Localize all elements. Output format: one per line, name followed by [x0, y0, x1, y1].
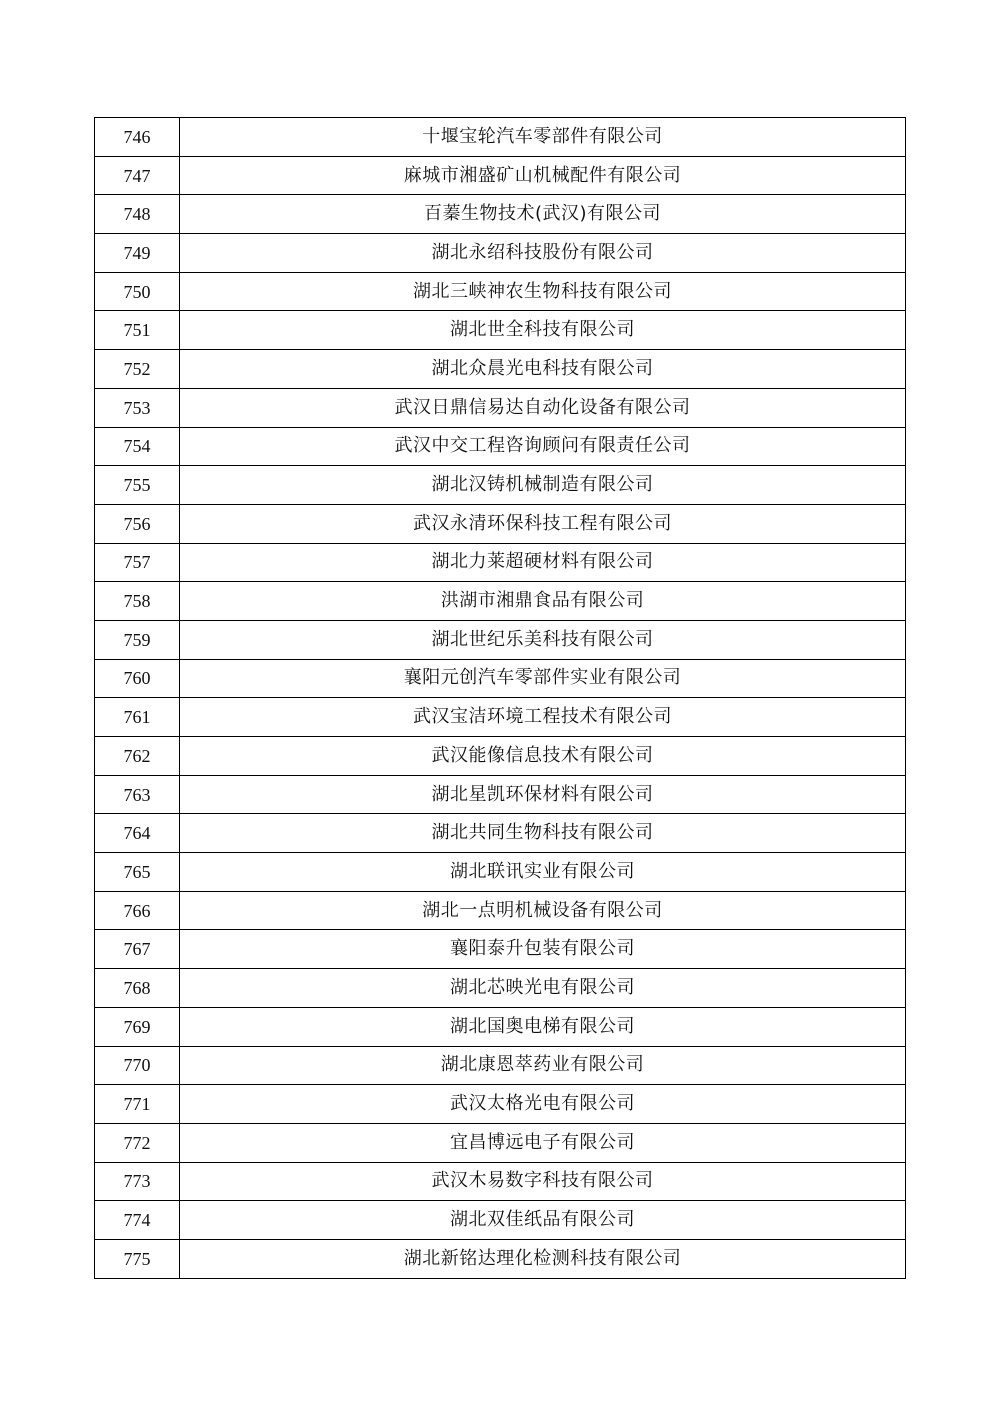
row-number-cell: 768 [95, 969, 180, 1008]
company-name-cell: 十堰宝轮汽车零部件有限公司 [180, 118, 906, 157]
row-number-cell: 766 [95, 891, 180, 930]
row-number-cell: 773 [95, 1162, 180, 1201]
company-name-cell: 湖北永绍科技股份有限公司 [180, 234, 906, 273]
row-number-cell: 763 [95, 775, 180, 814]
row-number-cell: 753 [95, 388, 180, 427]
table-row [95, 853, 906, 892]
table-row [95, 504, 906, 543]
row-number-cell: 747 [95, 156, 180, 195]
company-name-cell: 湖北康恩萃药业有限公司 [180, 1046, 906, 1085]
table-row [95, 930, 906, 969]
row-number-cell: 756 [95, 504, 180, 543]
table-row [95, 234, 906, 273]
company-name-cell: 湖北星凯环保材料有限公司 [180, 775, 906, 814]
table-row [95, 543, 906, 582]
company-name-cell: 湖北汉铸机械制造有限公司 [180, 466, 906, 505]
table-row [95, 698, 906, 737]
company-name-cell: 武汉木易数字科技有限公司 [180, 1162, 906, 1201]
row-number-cell: 748 [95, 195, 180, 234]
row-number-cell: 769 [95, 1007, 180, 1046]
row-number-cell: 760 [95, 659, 180, 698]
company-name-cell: 武汉日鼎信易达自动化设备有限公司 [180, 388, 906, 427]
table-row [95, 466, 906, 505]
company-name-cell: 湖北芯映光电有限公司 [180, 969, 906, 1008]
table-row [95, 814, 906, 853]
table-row [95, 659, 906, 698]
table-row [95, 1239, 906, 1278]
table-row [95, 118, 906, 157]
company-name-cell: 武汉太格光电有限公司 [180, 1085, 906, 1124]
row-number-cell: 755 [95, 466, 180, 505]
company-name-cell: 麻城市湘盛矿山机械配件有限公司 [180, 156, 906, 195]
row-number-cell: 759 [95, 620, 180, 659]
company-name-cell: 武汉永清环保科技工程有限公司 [180, 504, 906, 543]
table-row [95, 737, 906, 776]
company-name-cell: 湖北双佳纸品有限公司 [180, 1201, 906, 1240]
table-row [95, 1201, 906, 1240]
row-number-cell: 771 [95, 1085, 180, 1124]
table-row [95, 272, 906, 311]
company-name-cell: 襄阳泰升包装有限公司 [180, 930, 906, 969]
table-row [95, 582, 906, 621]
table-row [95, 195, 906, 234]
row-number-cell: 772 [95, 1123, 180, 1162]
table-row [95, 427, 906, 466]
table-row [95, 1123, 906, 1162]
row-number-cell: 752 [95, 350, 180, 389]
row-number-cell: 767 [95, 930, 180, 969]
company-name-cell: 湖北世全科技有限公司 [180, 311, 906, 350]
table-row [95, 969, 906, 1008]
company-name-cell: 武汉中交工程咨询顾问有限责任公司 [180, 427, 906, 466]
table-row [95, 350, 906, 389]
row-number-cell: 774 [95, 1201, 180, 1240]
row-number-cell: 749 [95, 234, 180, 273]
company-name-cell: 武汉宝洁环境工程技术有限公司 [180, 698, 906, 737]
row-number-cell: 746 [95, 118, 180, 157]
company-name-cell: 湖北众晨光电科技有限公司 [180, 350, 906, 389]
table-row [95, 1162, 906, 1201]
table-row [95, 156, 906, 195]
company-name-cell: 湖北三峡神农生物科技有限公司 [180, 272, 906, 311]
company-name-cell: 百蓁生物技术(武汉)有限公司 [180, 195, 906, 234]
row-number-cell: 754 [95, 427, 180, 466]
table-row [95, 1046, 906, 1085]
company-name-cell: 湖北共同生物科技有限公司 [180, 814, 906, 853]
company-name-cell: 湖北新铭达理化检测科技有限公司 [180, 1239, 906, 1278]
row-number-cell: 762 [95, 737, 180, 776]
row-number-cell: 758 [95, 582, 180, 621]
table-row [95, 1007, 906, 1046]
row-number-cell: 775 [95, 1239, 180, 1278]
row-number-cell: 764 [95, 814, 180, 853]
table-row [95, 311, 906, 350]
table-body [95, 118, 906, 1279]
row-number-cell: 770 [95, 1046, 180, 1085]
company-list-table [94, 117, 906, 1279]
company-name-cell: 洪湖市湘鼎食品有限公司 [180, 582, 906, 621]
row-number-cell: 750 [95, 272, 180, 311]
company-name-cell: 湖北世纪乐美科技有限公司 [180, 620, 906, 659]
row-number-cell: 761 [95, 698, 180, 737]
company-name-cell: 宜昌博远电子有限公司 [180, 1123, 906, 1162]
table-row [95, 1085, 906, 1124]
table-row [95, 388, 906, 427]
company-name-cell: 湖北联讯实业有限公司 [180, 853, 906, 892]
table-row [95, 891, 906, 930]
company-name-cell: 武汉能像信息技术有限公司 [180, 737, 906, 776]
company-name-cell: 襄阳元创汽车零部件实业有限公司 [180, 659, 906, 698]
table-row [95, 775, 906, 814]
company-name-cell: 湖北国奥电梯有限公司 [180, 1007, 906, 1046]
row-number-cell: 765 [95, 853, 180, 892]
row-number-cell: 751 [95, 311, 180, 350]
company-name-cell: 湖北一点明机械设备有限公司 [180, 891, 906, 930]
row-number-cell: 757 [95, 543, 180, 582]
company-name-cell: 湖北力莱超硬材料有限公司 [180, 543, 906, 582]
table-row [95, 620, 906, 659]
